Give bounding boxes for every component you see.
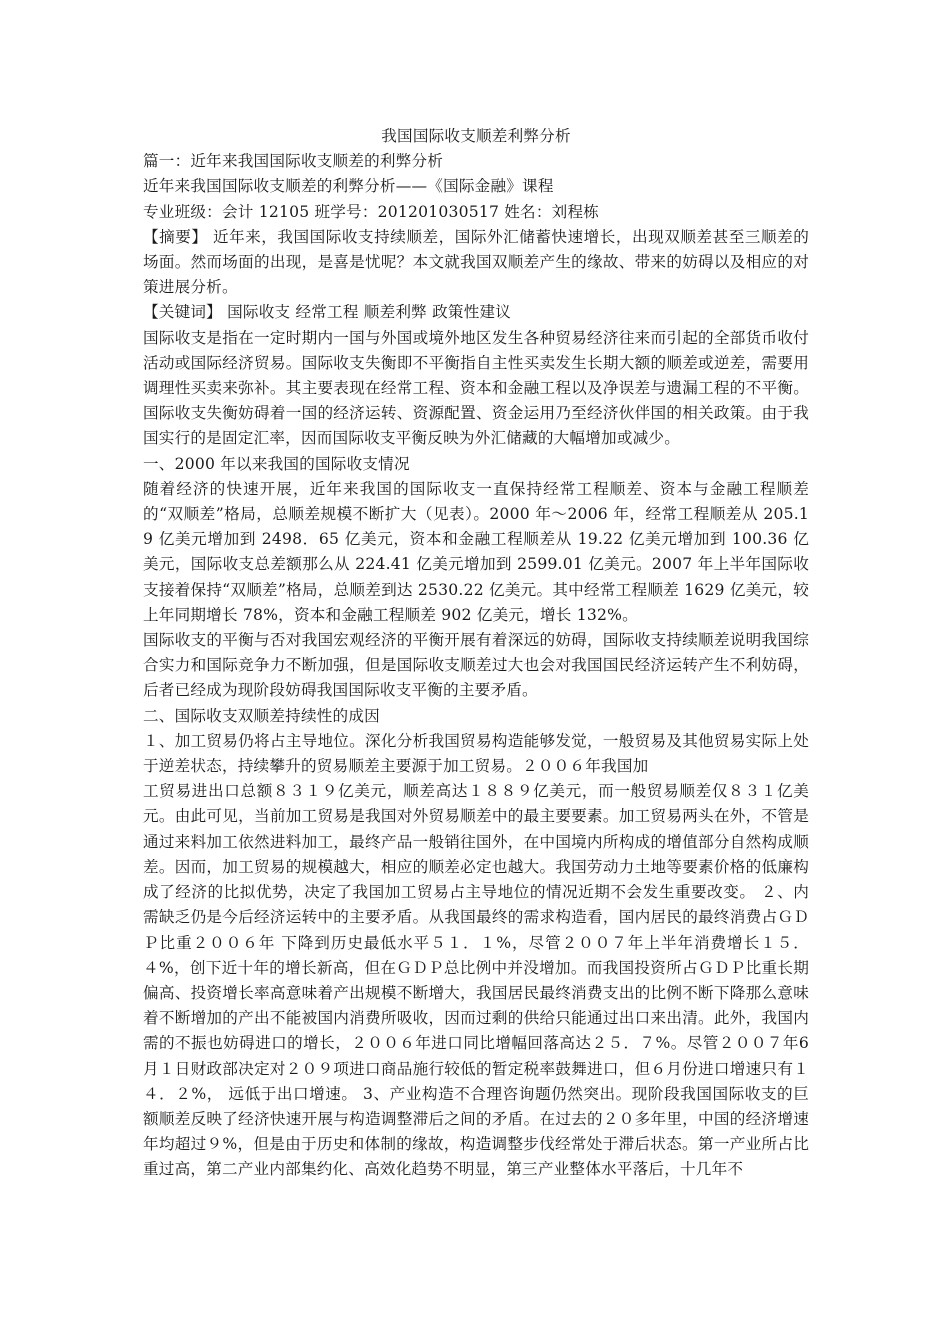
article-subtitle: 近年来我国国际收支顺差的利弊分析——《国际金融》课程 (143, 177, 554, 196)
abstract-paragraph: 【摘要】 近年来，我国国际收支持续顺差，国际外汇储蓄快速增长，出现双顺差甚至三顺差的场面。然而场面的出现，是喜是忧呢？本文就我国双顺差产生的缘故、带来的妨碍以及相应的对策进展分析。 (143, 227, 809, 297)
section-1-paragraph-1: 随着经济的快速开展，近年来我国的国际收支一直保持经常工程顺差、资本与金融工程顺差的“双顺差”格局，总顺差规模不断扩大（见表）。2000 年～2006 年，经常工程顺差从 205.19 亿美元增加到 2498．65 亿美元，资本和金融工程顺差从 19.22 亿美元增加到 100.36 亿美元，国际收支总差额那么从 224.41 亿美元增加到 2599.01 亿美元。2007 年上半年国际收支接着保持“双顺差”格局，总顺差到达 2530.22 亿美元。其中经常工程顺差 1629 亿美元，较上年同期增长 78%，资本和金融工程顺差 902 亿美元，增长 132%。 (143, 479, 809, 624)
article-heading: 篇一：近年来我国国际收支顺差的利弊分析 (143, 152, 444, 171)
section-2-paragraph-1: １、加工贸易仍将占主导地位。深化分析我国贸易构造能够发觉，一般贸易及其他贸易实际上处于逆差状态，持续攀升的贸易顺差主要源于加工贸易。２００６年我国加 (143, 731, 809, 776)
document-body (143, 124, 809, 1183)
intro-paragraph: 国际收支是指在一定时期内一国与外国或境外地区发生各种贸易经济往来而引起的全部货币收付活动或国际经济贸易。国际收支失衡即不平衡指自主性买卖发生长期大额的顺差或逆差，需要用调理性买卖来弥补。其主要表现在经常工程、资本和金融工程以及净误差与遗漏工程的不平衡。国际收支失衡妨碍着一国的经济运转、资源配置、资金运用乃至经济伙伴国的相关政策。由于我国实行的是固定汇率，因而国际收支平衡反映为外汇储藏的大幅增加或减少。 (143, 328, 809, 448)
section-heading-2: 二、国际收支双顺差持续性的成因 (143, 706, 380, 725)
section-1-paragraph-2: 国际收支的平衡与否对我国宏观经济的平衡开展有着深远的妨碍，国际收支持续顺差说明我国综合实力和国际竞争力不断加强，但是国际收支顺差过大也会对我国国民经济运转产生不利妨碍，后者已经成为现阶段妨碍我国国际收支平衡的主要矛盾。 (143, 631, 809, 700)
document-title: 我国国际收支顺差利弊分析 (381, 127, 571, 145)
section-heading-1: 一、2000 年以来我国的国际收支情况 (143, 454, 410, 473)
keywords-line: 【关键词】 国际收支 经常工程 顺差利弊 政策性建议 (143, 303, 512, 322)
section-2-paragraph-2: 工贸易进出口总额８３１９亿美元，顺差高达１８８９亿美元，而一般贸易顺差仅８３１亿美元。由此可见，当前加工贸易是我国对外贸易顺差中的最主要要素。加工贸易两头在外，不管是通过来料加工依然进料加工，最终产品一般销往国外，在中国境内所构成的增值部分自然构成顺差。因而，加工贸易的规模越大，相应的顺差必定也越大。我国劳动力土地等要素价格的低廉构成了经济的比拟优势，决定了我国加工贸易占主导地位的情况近期不会发生重要改变。 ２、内需缺乏仍是今后经济运转中的主要矛盾。从我国最终的需求构造看，国内居民的最终消费占ＧＤＰ比重２００６年 下降到历史最低水平５１．１%，尽管２００７年上半年消费增长１５．４%，创下近十年的增长新高，但在ＧＤＰ总比例中并没增加。而我国投资所占ＧＤＰ比重长期偏高、投资增长率高意味着产出规模不断增大，我国居民最终消费支出的比例不断下降那么意味着不断增加的产出不能被国内消费所吸收，因而过剩的供给只能通过出口来出清。此外，我国内需的不振也妨碍进口的增长，２００６年进口同比增幅回落高达２５．７%。尽管２００７年6月１日财政部决定对２０９项进口商品施行较低的暂定税率鼓舞进口，但６月份进口增速只有１４．２%， 远低于出口增速。 3、产业构造不合理咨询题仍然突出。现阶段我国国际收支的巨额顺差反映了经济快速开展与构造调整滞后之间的矛盾。在过去的２０多年里，中国的经济增速年均超过９%，但是由于历史和体制的缘故，构造调整步伐经常处于滞后状态。第一产业所占比重过高，第二产业内部集约化、高效化趋势不明显，第三产业整体水平落后，十几年不 (143, 782, 809, 1179)
author-info: 专业班级：会计 12105 班学号：201201030517 姓名：刘程栋 (143, 202, 600, 221)
